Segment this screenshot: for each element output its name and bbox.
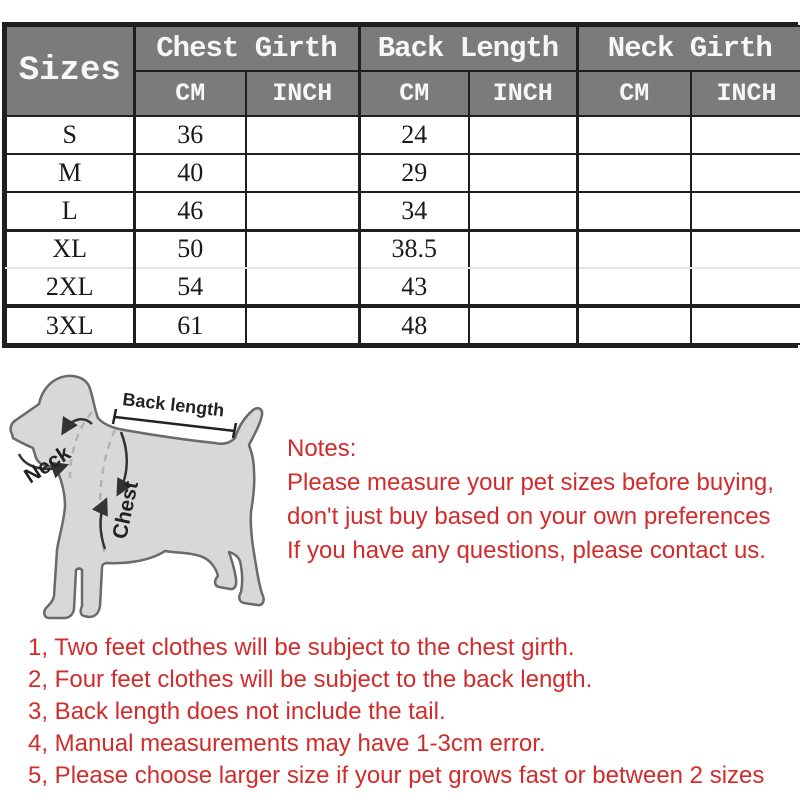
table-cell (246, 268, 359, 306)
unit-header-inch: INCH (246, 71, 359, 116)
unit-header-inch: INCH (469, 71, 577, 116)
notes-line: Please measure your pet sizes before buying, (287, 469, 774, 496)
table-cell (469, 230, 577, 268)
size-cell: L (6, 192, 134, 230)
bottom-note-item: 3, Back length does not include the tail. (28, 698, 446, 725)
table-row (6, 306, 800, 344)
table-cell: 38.5 (359, 230, 469, 268)
table-cell: 34 (359, 192, 469, 230)
table-cell (691, 306, 800, 344)
table-cell: 61 (134, 306, 246, 344)
table-cell (246, 116, 359, 154)
table-cell: 40 (134, 154, 246, 192)
bottom-note-item: 2, Four feet clothes will be subject to the back length. (28, 666, 593, 693)
table-cell: 29 (359, 154, 469, 192)
table-row (6, 230, 800, 268)
back-length-label: Back length (121, 389, 226, 421)
table-cell (469, 116, 577, 154)
back-length-header: Back Length (359, 26, 577, 71)
table-cell: 43 (359, 268, 469, 306)
unit-header-cm: CM (359, 71, 469, 116)
table-cell (577, 116, 691, 154)
size-cell: S (6, 116, 134, 154)
bottom-note-item: 4, Manual measurements may have 1-3cm error. (28, 730, 546, 757)
notes-block (287, 432, 800, 568)
size-cell: 2XL (6, 268, 134, 306)
table-row (6, 154, 800, 192)
table-cell (691, 192, 800, 230)
neck-girth-header: Neck Girth (577, 26, 800, 71)
notes-line: If you have any questions, please contact us. (287, 537, 766, 564)
table-cell (577, 230, 691, 268)
bottom-note-item: 5, Please choose larger size if your pet grows fast or between 2 sizes (28, 762, 765, 789)
bottom-note-item: 1, Two feet clothes will be subject to the chest girth. (28, 634, 575, 661)
table-row (6, 116, 800, 154)
size-table (2, 22, 798, 348)
table-cell (691, 116, 800, 154)
table-cell (246, 192, 359, 230)
unit-header-cm: CM (134, 71, 246, 116)
size-cell: M (6, 154, 134, 192)
table-cell (469, 306, 577, 344)
table-cell: 50 (134, 230, 246, 268)
sizes-corner-header: Sizes (6, 26, 134, 116)
table-cell: 36 (134, 116, 246, 154)
size-cell: XL (6, 230, 134, 268)
table-cell (691, 268, 800, 306)
table-cell (577, 306, 691, 344)
table-cell: 24 (359, 116, 469, 154)
unit-header-cm: CM (577, 71, 691, 116)
dog-measurement-diagram (2, 372, 284, 622)
table-cell (577, 268, 691, 306)
table-cell (691, 230, 800, 268)
chest-girth-header: Chest Girth (134, 26, 359, 71)
chest-label: Chest (108, 479, 144, 542)
table-cell: 48 (359, 306, 469, 344)
table-cell (577, 154, 691, 192)
table-group-header-row (6, 26, 800, 71)
table-row (6, 268, 800, 306)
neck-label: Neck (20, 441, 75, 489)
size-cell: 3XL (6, 306, 134, 344)
table-cell (691, 154, 800, 192)
unit-header-inch: INCH (691, 71, 800, 116)
table-cell (469, 154, 577, 192)
table-cell (246, 230, 359, 268)
bottom-notes-list (28, 632, 800, 792)
table-row (6, 192, 800, 230)
table-cell (469, 268, 577, 306)
notes-line: don't just buy based on your own preferences (287, 503, 771, 530)
table-cell (577, 192, 691, 230)
table-cell (469, 192, 577, 230)
table-cell: 54 (134, 268, 246, 306)
notes-title: Notes: (287, 435, 357, 462)
table-cell (246, 154, 359, 192)
table-cell: 46 (134, 192, 246, 230)
table-cell (246, 306, 359, 344)
